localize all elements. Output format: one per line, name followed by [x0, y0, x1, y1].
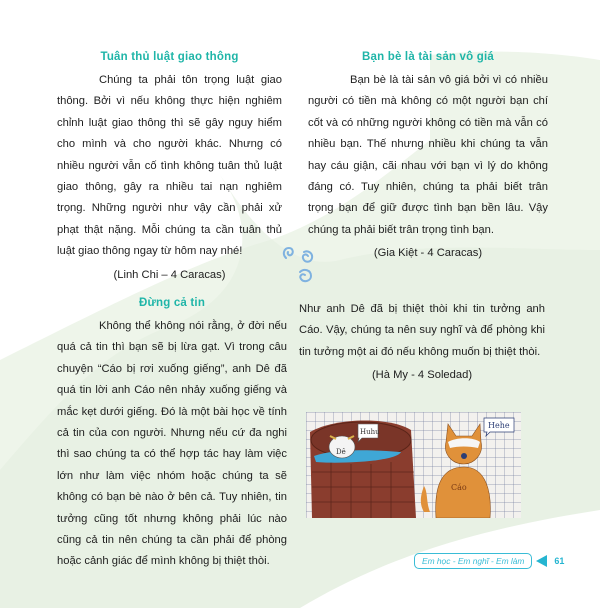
drawing-art — [306, 412, 521, 518]
svg-text:Huhu: Huhu — [360, 428, 380, 436]
article-body: Chúng ta phải tôn trọng luật giao thông. Bởi vì nếu không thực hiện nghiêm chỉnh luật giao thông thì sẽ gây nguy hiểm cho mình và cho người khác. Nhưng có nhiều người vẫn cố tình không tuân thủ luật giao thông, gây ra nhiều tai nạn nghiêm trọng. Những người như vậy cần phải xử phạt thật nặng. Mỗi chúng ta cần tuân thủ luật giao thông ngay từ hôm nay nhé! — [57, 74, 282, 258]
article-body: Không thể không nói rằng, ở đời nếu quá cả tin thì bạn sẽ bị lừa gạt. Vì trong câu chuyện “Cáo bị rơi xuống giếng”, anh Dê đã quá tin lời anh Cáo nên nhảy xuống giếng và mắc kẹt dưới giếng. Đó là một bài học về tính cả tin của con người. Nhưng nếu cứ đa nghi thì sao chúng ta có thể hợp tác hay làm việc lớn như làm việc nhóm hoặc chúng ta sẽ không có bạn bè nào ở bên cả. Tuy nhiên, tin tưởng cũng tốt nhưng không phải lúc nào cũng cả tin nên chúng ta cần phải để phòng hoặc cảnh giác để mình không bị thiệt thòi. — [57, 320, 287, 568]
article-title: Tuân thủ luật giao thông — [100, 51, 239, 63]
svg-text:Hehe: Hehe — [488, 421, 510, 430]
article-friends — [308, 46, 548, 265]
series-label: Em học - Em nghĩ - Em làm — [414, 553, 532, 569]
article-continuation — [299, 299, 545, 387]
article-body: Như anh Dê đã bị thiệt thòi khi tin tưởng anh Cáo. Vậy, chúng ta nên suy nghĩ và để phòng khi tin tưởng một ai đó nếu không muốn bị thiệt thòi. — [299, 303, 545, 358]
article-title: Đừng cả tin — [138, 297, 206, 309]
article-dont-be-gullible — [57, 292, 287, 573]
page-number: 61 — [554, 556, 565, 566]
article-author: (Gia Kiệt - 4 Caracas) — [373, 247, 483, 260]
page-footer — [414, 552, 564, 570]
article-author: (Linh Chi – 4 Caracas) — [113, 268, 226, 281]
swirl-decoration-icon — [278, 238, 338, 298]
article-title: Bạn bè là tài sản vô giá — [362, 51, 494, 63]
svg-text:Dê: Dê — [336, 448, 346, 456]
svg-text:Cáo: Cáo — [451, 483, 467, 492]
arrow-left-icon — [536, 555, 547, 567]
article-traffic-law — [57, 46, 282, 286]
article-author: (Hà My - 4 Soledad) — [371, 369, 473, 382]
illustration-fox-and-goat — [306, 412, 521, 518]
article-body: Bạn bè là tài sản vô giá bởi vì có nhiều người có tiền mà không có một người bạn chí cốt và có những người không có tiền mà vẫn có nhiều bạn. Thế nhưng nhiều khi chúng ta vẫn hay cáu giận, cãi nhau với bạn vì lý do không đáng có. Tuy nhiên, chúng ta phải biết trân trọng bạn để giữ được tình bạn bền lâu. Vậy chúng ta phải biết trân trọng tình bạn. — [308, 74, 548, 236]
